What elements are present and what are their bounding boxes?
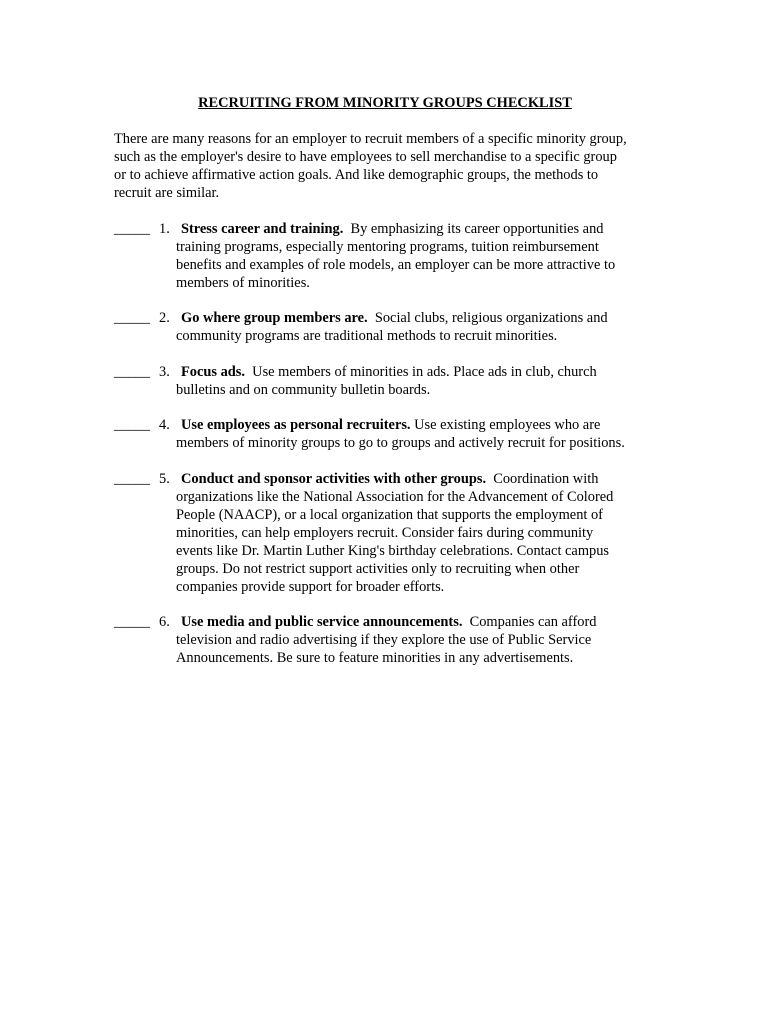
- item-text-start: Companies can afford: [462, 614, 597, 630]
- item-text: [176, 416, 676, 452]
- check-blank: _____: [114, 310, 150, 326]
- item-text: [176, 220, 676, 292]
- check-blank: _____: [114, 614, 150, 630]
- intro-line: or to achieve affirmative action goals. And like demographic groups, the methods to: [114, 167, 599, 183]
- item-line: members of minority groups to go to groups and actively recruit for positions.: [176, 435, 625, 451]
- item-text: [176, 470, 676, 596]
- item-text-start: Use existing employees who are: [410, 417, 601, 433]
- item-heading: Conduct and sponsor activities with other groups.: [181, 471, 487, 487]
- item-text-start: Use members of minorities in ads. Place ads in club, church: [244, 364, 597, 380]
- item-line: community programs are traditional methods to recruit minorities.: [176, 328, 558, 344]
- item-number: 5.: [159, 471, 170, 487]
- item-heading: Use media and public service announcements.: [181, 614, 463, 630]
- document-title: RECRUITING FROM MINORITY GROUPS CHECKLIST: [198, 95, 572, 111]
- item-number: 6.: [159, 614, 170, 630]
- check-blank: _____: [114, 364, 150, 380]
- check-blank: _____: [114, 417, 150, 433]
- intro-line: such as the employer's desire to have employees to sell merchandise to a specific group: [114, 149, 617, 165]
- intro-line: recruit are similar.: [114, 185, 220, 201]
- item-text-start: Coordination with: [486, 471, 599, 487]
- item-line: training programs, especially mentoring programs, tuition reimbursement: [176, 239, 599, 255]
- item-line: Announcements. Be sure to feature minorities in any advertisements.: [176, 650, 574, 666]
- check-blank: _____: [114, 471, 150, 487]
- item-number: 2.: [159, 310, 170, 326]
- item-heading: Stress career and training.: [181, 221, 344, 237]
- check-blank: _____: [114, 221, 150, 237]
- item-line: bulletins and on community bulletin boards.: [176, 382, 431, 398]
- item-heading: Focus ads.: [181, 364, 245, 380]
- item-text-start: By emphasizing its career opportunities and: [343, 221, 604, 237]
- item-line: events like Dr. Martin Luther King's birthday celebrations. Contact campus: [176, 543, 610, 559]
- item-line: minorities, can help employers recruit. Consider fairs during community: [176, 525, 594, 541]
- item-heading: Use employees as personal recruiters.: [181, 417, 411, 433]
- item-heading: Go where group members are.: [181, 310, 368, 326]
- item-number: 3.: [159, 364, 170, 380]
- item-number: 1.: [159, 221, 170, 237]
- item-text: [176, 363, 676, 399]
- item-text-start: Social clubs, religious organizations and: [367, 310, 608, 326]
- item-line: organizations like the National Association for the Advancement of Colored: [176, 489, 614, 505]
- item-number: 4.: [159, 417, 170, 433]
- item-line: benefits and examples of role models, an employer can be more attractive to: [176, 257, 616, 273]
- item-line: members of minorities.: [176, 275, 310, 291]
- item-text: [176, 613, 676, 667]
- item-line: television and radio advertising if they explore the use of Public Service: [176, 632, 592, 648]
- intro-paragraph: [114, 130, 659, 202]
- item-line: People (NAACP), or a local organization that supports the employment of: [176, 507, 603, 523]
- item-line: companies provide support for broader efforts.: [176, 579, 445, 595]
- item-text: [176, 309, 676, 345]
- intro-line: There are many reasons for an employer to recruit members of a specific minority group,: [114, 131, 627, 147]
- item-line: groups. Do not restrict support activities only to recruiting when other: [176, 561, 580, 577]
